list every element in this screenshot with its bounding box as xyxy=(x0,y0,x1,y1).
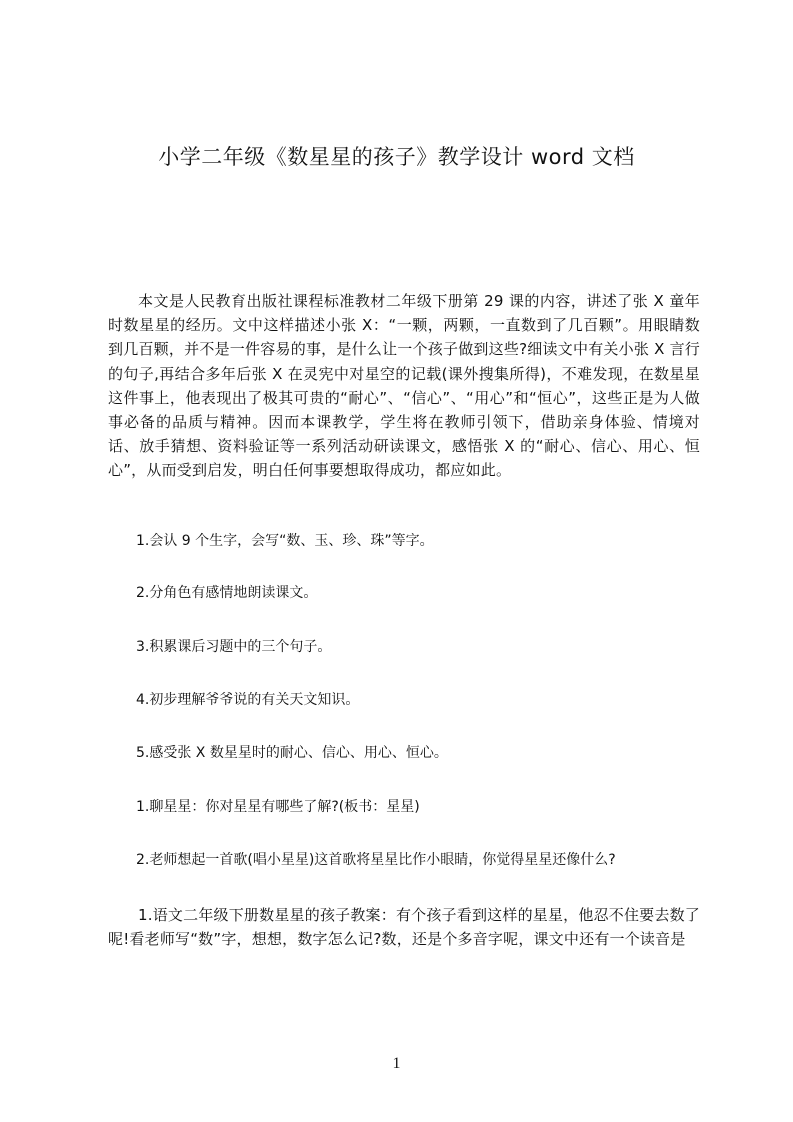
objective-item-2: 2.分角色有感情地朗读课文。 xyxy=(136,585,318,601)
closing-paragraph: 1.语文二年级下册数星星的孩子教案：有个孩子看到这样的星星，他忍不住要去数了呢!看老师写“数”字，想想，数字怎么记?数，还是个多音字呢，课文中还有一个读音是 xyxy=(108,906,700,949)
objective-item-4: 4.初步理解爷爷说的有关天文知识。 xyxy=(136,692,360,708)
objective-item-5: 5.感受张 X 数星星时的耐心、信心、用心、恒心。 xyxy=(136,745,448,761)
step-item-1: 1.聊星星：你对星星有哪些了解?(板书：星星) xyxy=(136,799,420,815)
page-number: 1 xyxy=(392,1055,401,1072)
document-title: 小学二年级《数星星的孩子》教学设计 word 文档 xyxy=(158,145,635,169)
step-item-2: 2.老师想起一首歌(唱小星星)这首歌将星星比作小眼睛，你觉得星星还像什么? xyxy=(136,852,616,868)
objective-item-3: 3.积累课后习题中的三个句子。 xyxy=(136,639,332,655)
intro-paragraph: 本文是人民教育出版社课程标准教材二年级下册第 29 课的内容，讲述了张 X 童年时数星星的经历。文中这样描述小张 X：“一颗，两颗，一直数到了几百颗”。用眼睛数到几百颗，并不是一件容易的事，是什么让一个孩子做到这些?细读文中有关小张 X 言行的句子,再结合多年后张 X 在灵宪中对星空的记载(课外搜集所得)，不难发现，在数星星这件事上，他表现出了极其可贵的“耐心”、“信心”、“用心”和“恒心”，这些正是为人做事必备的品质与精神。因而本课教学，学生将在教师引领下，借助亲身体验、情境对话、放手猜想、资料验证等一系列活动研读课文，感悟张 X 的“耐心、信心、用心、恒心”，从而受到启发，明白任何事要想取得成功，都应如此。 xyxy=(108,292,700,480)
objective-item-1: 1.会认 9 个生字，会写“数、玉、珍、珠”等字。 xyxy=(136,533,434,549)
